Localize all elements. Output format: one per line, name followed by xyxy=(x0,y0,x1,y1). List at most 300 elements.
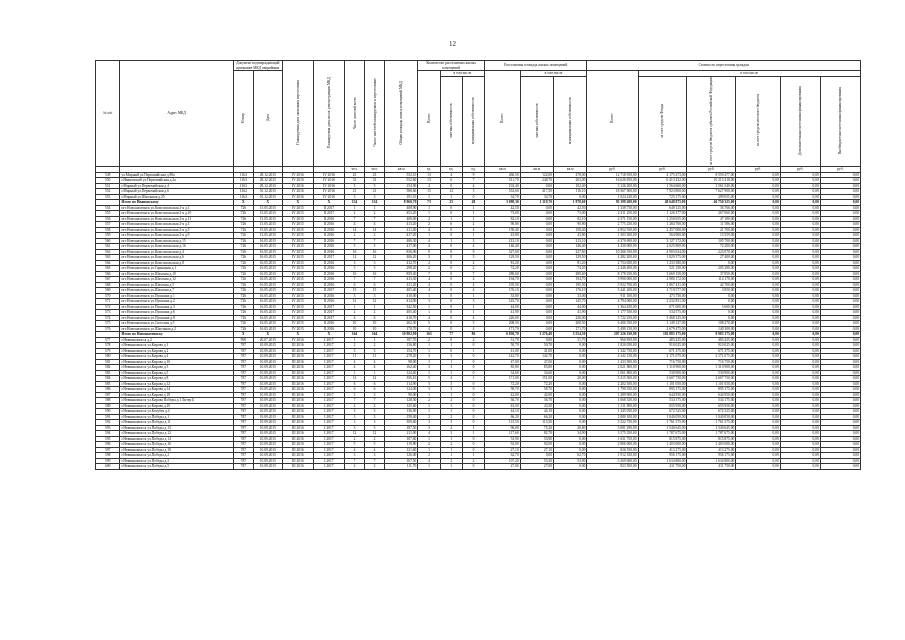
cell-r: 12 xyxy=(345,255,365,261)
cell-tot: 327,60 xyxy=(485,249,521,255)
cell-e1: 0,00 xyxy=(780,321,820,327)
header-cost-total: Всего: xyxy=(587,71,638,167)
cell-addr: пгт.Новошахтинск ул.Пушкина д.3 xyxy=(120,304,233,310)
cell-plan: IV 2015 xyxy=(282,222,313,228)
cell-cnt: 73 xyxy=(418,200,440,206)
cell-cost: 1 364 450,00 xyxy=(587,304,638,310)
cell-r: 2 xyxy=(345,233,365,239)
cell-pa: 1 119,70 xyxy=(520,200,553,206)
cell-dem: IV 2016 xyxy=(313,194,344,200)
cell-area: 121,60 xyxy=(385,447,418,453)
cell-rm: 3 xyxy=(365,260,385,266)
cell-no: 569 xyxy=(96,288,120,294)
cell-m: 0 xyxy=(462,447,484,453)
unit-cell: руб. xyxy=(780,167,820,173)
cell-plan: IV 2015 xyxy=(282,249,313,255)
cell-e2: 0,00 xyxy=(820,453,860,459)
cell-cost: 4 794 000,00 xyxy=(587,299,638,305)
cell-rm: 2 xyxy=(365,211,385,217)
cell-addr: г.Мирный ул.Школьная д.25 xyxy=(120,194,233,200)
cell-cost: 1 912 350,00 xyxy=(587,453,638,459)
cell-dem: I 2017 xyxy=(313,398,344,404)
cell-lb: 0,00 xyxy=(736,326,780,332)
cell-f: 411 750,00 xyxy=(638,464,687,470)
cell-pa: 142,70 xyxy=(520,354,553,360)
cell-r: 15 xyxy=(345,288,365,294)
cell-r: 23 xyxy=(345,172,365,178)
cell-ma: 74,20 xyxy=(554,266,587,272)
cell-tot: 117,60 xyxy=(485,431,521,437)
cell-dem: I 2017 xyxy=(313,354,344,360)
cell-r: 12 xyxy=(345,376,365,382)
cell-area: 405,40 xyxy=(385,310,418,316)
cell-p: 0 xyxy=(440,233,462,239)
cell-date: 10.09.2015 xyxy=(253,343,282,349)
cell-e1: 0,00 xyxy=(780,227,820,233)
cell-date: 10.09.2015 xyxy=(253,359,282,365)
cell-e2: 0,00 xyxy=(820,365,860,371)
cell-e2: 0,00 xyxy=(820,425,860,431)
cell-rm: 23 xyxy=(365,172,385,178)
cell-plan: IV 2015 xyxy=(282,227,313,233)
cell-e1: 0,00 xyxy=(780,436,820,442)
cell-cnt: 3 xyxy=(418,299,440,305)
cell-dem: X xyxy=(313,200,344,206)
cell-date: 15.05.2015 xyxy=(253,211,282,217)
cell-pa: 34,60 xyxy=(520,370,553,376)
cell-p: 0 xyxy=(440,249,462,255)
cell-rm: 6 xyxy=(365,315,385,321)
cell-rb: 46 750 325,00 xyxy=(687,200,736,206)
cell-area: 136,90 xyxy=(385,409,418,415)
cell-rm: 6 xyxy=(365,282,385,288)
cell-e2: 0,00 xyxy=(820,260,860,266)
header-area-incl: в том числе xyxy=(520,71,587,77)
cell-num: 726 xyxy=(233,277,253,283)
cell-plan: III 2016 xyxy=(282,343,313,349)
cell-p: 3 xyxy=(440,420,462,426)
cell-r: 3 xyxy=(345,266,365,272)
cell-lb: 0,00 xyxy=(736,337,780,343)
cell-m: 2 xyxy=(462,458,484,464)
cell-e1: 0,00 xyxy=(780,398,820,404)
cell-rb: 644 950,00 xyxy=(687,392,736,398)
cell-rb: 910 025,00 xyxy=(687,343,736,349)
cell-plan: III 2016 xyxy=(282,425,313,431)
cell-m: 0 xyxy=(462,343,484,349)
cell-area: 309,60 xyxy=(385,420,418,426)
cell-e1: 0,00 xyxy=(780,414,820,420)
cell-tot: 73,00 xyxy=(485,211,521,217)
cell-lb: 0,00 xyxy=(736,414,780,420)
cell-f: 2 171 075,00 xyxy=(638,354,687,360)
cell-date: 10.09.2015 xyxy=(253,420,282,426)
cell-cost: 8 178 250,00 xyxy=(587,271,638,277)
cell-ma: 73,00 xyxy=(554,211,587,217)
cell-pa: 44,10 xyxy=(520,409,553,415)
cell-cnt: 2 xyxy=(418,216,440,222)
cell-m: 0 xyxy=(462,403,484,409)
cell-lb: 0,00 xyxy=(736,332,780,338)
cell-rm: 3 xyxy=(365,425,385,431)
cell-r: 5 xyxy=(345,442,365,448)
cell-date: X xyxy=(253,200,282,206)
cell-date: 16.05.2015 xyxy=(253,304,282,310)
cell-num: 726 xyxy=(233,315,253,321)
cell-cost: 1 068 350,00 xyxy=(587,398,638,404)
cell-cost: 2 202 100,00 xyxy=(587,381,638,387)
cell-area: 413,30 xyxy=(385,277,418,283)
cell-e2: 0,00 xyxy=(820,249,860,255)
cell-ma: 0,00 xyxy=(554,398,587,404)
cell-e2: 0,00 xyxy=(820,376,860,382)
cell-ma: 0,00 xyxy=(554,403,587,409)
cell-r: 1 xyxy=(345,304,365,310)
cell-dem: I 2017 xyxy=(313,337,344,343)
cell-no: 570 xyxy=(96,293,120,299)
cell-rm: 6 xyxy=(365,381,385,387)
cell-ma: 0,00 xyxy=(554,392,587,398)
cell-lb: 0,00 xyxy=(736,238,780,244)
cell-r: 2 xyxy=(345,310,365,316)
cell-area: 111,70 xyxy=(385,464,418,470)
cell-m: 4 xyxy=(462,288,484,294)
cell-rm: 4 xyxy=(365,447,385,453)
cell-cost: 10 266 350,00 xyxy=(587,249,638,255)
cell-cost: 1 177 550,00 xyxy=(587,310,638,316)
cell-f: 1 761 375,00 xyxy=(638,420,687,426)
cell-pa: 248,70 xyxy=(520,178,553,184)
cell-addr: пгт.Новошахтинск ул.Горняцкая д.1 xyxy=(120,266,233,272)
cell-dem: I 2017 xyxy=(313,381,344,387)
cell-cnt: 1 xyxy=(418,447,440,453)
cell-addr: г.Мирный ул.Первомайская д.4 xyxy=(120,183,233,189)
cell-addr: г.Невинномысск ул.Кирова д.18 xyxy=(120,392,233,398)
cell-rb: 27 400,00 xyxy=(687,255,736,261)
cell-num: 726 xyxy=(233,216,253,222)
cell-num: 787 xyxy=(233,414,253,420)
cell-date: 10.09.2015 xyxy=(253,348,282,354)
cell-f: 815 875,00 xyxy=(638,436,687,442)
cell-r: 2 xyxy=(345,464,365,470)
cell-rm: 2 xyxy=(365,233,385,239)
cell-pa: 0,00 xyxy=(520,222,553,228)
cell-m: 7 xyxy=(462,271,484,277)
cell-addr: пгт.Новошахтинск ул.Пушкина д.1 xyxy=(120,293,233,299)
cell-ma: 263,00 xyxy=(554,178,587,184)
cell-rb: 8 559 477,00 xyxy=(687,172,736,178)
cell-ma: 0,00 xyxy=(554,387,587,393)
cell-rb: 716 750,00 xyxy=(687,359,736,365)
cell-date: 10.09.2015 xyxy=(253,387,282,393)
cell-f: 655 950,00 xyxy=(638,403,687,409)
cell-rm: 7 xyxy=(365,398,385,404)
cell-rm: 7 xyxy=(365,216,385,222)
cell-num: 787 xyxy=(233,453,253,459)
cell-date: 01.12.2015 xyxy=(253,189,282,195)
cell-e2: 0,00 xyxy=(820,315,860,321)
cell-date: 15.05.2015 xyxy=(253,227,282,233)
cell-no: 598 xyxy=(96,453,120,459)
cell-area: 410,70 xyxy=(385,315,418,321)
cell-lb: 0,00 xyxy=(736,299,780,305)
cell-date: X xyxy=(253,332,282,338)
cell-rm: 3 xyxy=(365,293,385,299)
cell-ma: 0,00 xyxy=(554,442,587,448)
cell-area: 413,20 xyxy=(385,222,418,228)
cell-no: 579 xyxy=(96,348,120,354)
cell-pa: 0,00 xyxy=(520,271,553,277)
cell-plan: X xyxy=(282,332,313,338)
cell-lb: 0,00 xyxy=(736,453,780,459)
header-total-area: Общая площадь жилых помещений МКД xyxy=(385,61,418,167)
cell-rb: 7 627 900,00 xyxy=(687,189,736,195)
cell-dem: I 2017 xyxy=(313,458,344,464)
cell-addr: г.Невинномысск ул.Кирова д.14 xyxy=(120,387,233,393)
cell-cnt: 9 xyxy=(418,249,440,255)
cell-pa: 34,70 xyxy=(520,194,553,200)
unit-cell: руб. xyxy=(587,167,638,173)
cell-no: 555 xyxy=(96,211,120,217)
cell-r: 1 xyxy=(345,337,365,343)
cell-rb: 8 983 175,00 xyxy=(687,332,736,338)
cell-e2: 0,00 xyxy=(820,392,860,398)
cell-cnt: 4 xyxy=(418,326,440,332)
cell-cnt: 13 xyxy=(418,172,440,178)
header-fund: за счет средств Фонда xyxy=(638,76,687,167)
cell-p: 25 xyxy=(440,200,462,206)
cell-dem: I 2017 xyxy=(313,453,344,459)
cell-ma: 116,10 xyxy=(554,189,587,195)
cell-cost: 911 100,00 xyxy=(587,293,638,299)
cell-dem: II 2017 xyxy=(313,315,344,321)
cell-f: 1 564 660,00 xyxy=(638,183,687,189)
cell-no: 554 xyxy=(96,205,120,211)
cell-ma: 0,00 xyxy=(554,409,587,415)
cell-rm: 16 xyxy=(365,271,385,277)
cell-area: 128,50 xyxy=(385,398,418,404)
cell-p: 0 xyxy=(440,288,462,294)
cell-plan: III 2016 xyxy=(282,376,313,382)
cell-pa: 75,20 xyxy=(520,425,553,431)
cell-r: 5 xyxy=(345,244,365,250)
cell-r: 4 xyxy=(345,222,365,228)
cell-pa: 0,00 xyxy=(520,227,553,233)
cell-tot: 90,80 xyxy=(485,222,521,228)
cell-ma: 41,90 xyxy=(554,310,587,316)
cell-tot: 43,80 xyxy=(485,233,521,239)
cell-dem: I 2017 xyxy=(313,420,344,426)
cell-cnt: 3 xyxy=(418,425,440,431)
cell-date: 10.09.2015 xyxy=(253,398,282,404)
cell-no: 564 xyxy=(96,260,120,266)
cell-ma: 62,70 xyxy=(554,453,587,459)
cell-area: 552,60 xyxy=(385,178,418,184)
header-budget-region: за счет средств бюджета субъекта Российской Федерации xyxy=(687,76,736,167)
cell-rm: 3 xyxy=(365,420,385,426)
cell-m: 3 xyxy=(462,255,484,261)
cell-num: 726 xyxy=(233,310,253,316)
cell-date: 28.12.2015 xyxy=(253,178,282,184)
cell-dem: I 2017 xyxy=(313,365,344,371)
cell-cnt: 3 xyxy=(418,420,440,426)
cell-addr: г.Невинномысск ул.Победы д.5 xyxy=(120,464,233,470)
cell-e2: 0,00 xyxy=(820,172,860,178)
cell-rm: 3 xyxy=(365,194,385,200)
cell-e2: 0,00 xyxy=(820,266,860,272)
cell-e1: 0,00 xyxy=(780,310,820,316)
cell-no: 550 xyxy=(96,178,120,184)
cell-e1: 0,00 xyxy=(780,464,820,470)
cell-num: 787 xyxy=(233,354,253,360)
cell-ma: 171,70 xyxy=(554,326,587,332)
cell-f: 1 233 380,00 xyxy=(638,260,687,266)
cell-dem: I 2017 xyxy=(313,359,344,365)
cell-r: 5 xyxy=(345,183,365,189)
cell-cost: 6 370 690,00 xyxy=(587,238,638,244)
cell-m: 1 xyxy=(462,205,484,211)
cell-m: 2 xyxy=(462,266,484,272)
cell-f: 1 829 375,00 xyxy=(638,255,687,261)
cell-num: 726 xyxy=(233,299,253,305)
cell-e2: 0,00 xyxy=(820,222,860,228)
cell-lb: 0,00 xyxy=(736,436,780,442)
header-area-private: частная собственность xyxy=(520,76,553,167)
cell-lb: 0,00 xyxy=(736,200,780,206)
cell-p: 0 xyxy=(440,183,462,189)
cell-cnt: 7 xyxy=(418,271,440,277)
cell-f: 2 679 475,00 xyxy=(638,326,687,332)
cell-no: 594 xyxy=(96,431,120,437)
cell-rm: 6 xyxy=(365,387,385,393)
cell-plan: III 2016 xyxy=(282,420,313,426)
cell-num: 787 xyxy=(233,370,253,376)
header-doc-date: Дата xyxy=(253,71,282,167)
cell-tot: 72,20 xyxy=(485,381,521,387)
cell-date: 10.09.2015 xyxy=(253,354,282,360)
cell-f: 1 310 900,00 xyxy=(638,365,687,371)
cell-cnt: 1 xyxy=(418,205,440,211)
header-offbudget-sources: Внебюджетные источники финансирования xyxy=(820,76,860,167)
cell-p: 2 xyxy=(440,414,462,420)
cell-lb: 0,00 xyxy=(736,447,780,453)
cell-m: 4 xyxy=(462,244,484,250)
cell-plan: IV 2015 xyxy=(282,255,313,261)
cell-addr: пгт.Новошахтинск ул.Шахтная д.7 xyxy=(120,288,233,294)
cell-tot: 280,60 xyxy=(485,271,521,277)
cell-addr: г.Невинномысск ул.Кирова д.4 xyxy=(120,354,233,360)
cell-rb: 72 200,00 xyxy=(687,244,736,250)
cell-no: 588 xyxy=(96,398,120,404)
cell-r: 11 xyxy=(345,354,365,360)
cell-cnt: 15 xyxy=(418,189,440,195)
header-premises-area-group: Расселяемая площадь жилых помещений xyxy=(485,61,587,71)
cell-r: 1 xyxy=(345,205,365,211)
cell-area: 114,90 xyxy=(385,381,418,387)
cell-area: 414,90 xyxy=(385,299,418,305)
cell-area: 187,50 xyxy=(385,425,418,431)
cell-m: 0 xyxy=(462,420,484,426)
cell-pa: 47,00 xyxy=(520,359,553,365)
cell-rb: 655 950,00 xyxy=(687,403,736,409)
cell-ma: 176,10 xyxy=(554,288,587,294)
cell-num: 787 xyxy=(233,403,253,409)
cell-e2: 0,00 xyxy=(820,299,860,305)
cell-e1: 0,00 xyxy=(780,420,820,426)
cell-no: 582 xyxy=(96,365,120,371)
cell-e2: 0,00 xyxy=(820,348,860,354)
cell-tot: 107,20 xyxy=(485,458,521,464)
cell-cnt: 5 xyxy=(418,376,440,382)
cell-rm: 10 xyxy=(365,326,385,332)
cell-ma: 327,60 xyxy=(554,249,587,255)
cell-p: 1 xyxy=(440,359,462,365)
cell-cost: 5 990 000,00 xyxy=(587,277,638,283)
cell-cost: 1 631 750,00 xyxy=(587,436,638,442)
cell-dem: II 2016 xyxy=(313,238,344,244)
cell-dem: I 2017 xyxy=(313,425,344,431)
cell-cnt: 5 xyxy=(418,321,440,327)
cell-e1: 0,00 xyxy=(780,354,820,360)
cell-ma: 278,00 xyxy=(554,172,587,178)
cell-plan: IV 2015 xyxy=(282,288,313,294)
cell-e2: 0,00 xyxy=(820,277,860,283)
cell-area: 8 960,70 xyxy=(385,200,418,206)
cell-addr: пгт.Новошахтинск ул.Комсомольская 2-я д.9 xyxy=(120,233,233,239)
cell-rm: 12 xyxy=(365,255,385,261)
cell-m: 0 xyxy=(462,409,484,415)
cell-dem: IV 2016 xyxy=(313,189,344,195)
cell-addr: г.Невинномысск ул.Кирова д.1 xyxy=(120,343,233,349)
cell-r: 31 xyxy=(345,178,365,184)
cell-m: 1 xyxy=(462,293,484,299)
page-number: 12 xyxy=(449,40,456,48)
cell-tot: 41,00 xyxy=(485,348,521,354)
cell-area: 417,20 xyxy=(385,233,418,239)
cell-lb: 0,00 xyxy=(736,178,780,184)
cell-rb: 267 060,00 xyxy=(687,211,736,217)
header-extra-sources: Дополнительные источники финансирования xyxy=(780,76,820,167)
cell-num: 726 xyxy=(233,238,253,244)
unit-cell: руб. xyxy=(687,167,736,173)
cell-plan: X xyxy=(282,200,313,206)
cell-addr: г.Невинномысск ул.Кирова д.2 xyxy=(120,348,233,354)
cell-m: 0 xyxy=(462,442,484,448)
cell-pa: 0,00 xyxy=(520,216,553,222)
cell-date: 10.09.2015 xyxy=(253,381,282,387)
cell-cost: 5 922 700,00 xyxy=(587,282,638,288)
cell-f: 716 750,00 xyxy=(638,359,687,365)
cell-m: 2 xyxy=(462,222,484,228)
cell-plan: III 2016 xyxy=(282,458,313,464)
cell-rb: 411 750,00 xyxy=(687,464,736,470)
cell-cnt: 2 xyxy=(418,453,440,459)
cell-f: 3 468 125,00 xyxy=(638,315,687,321)
cell-m: 0 xyxy=(462,381,484,387)
cell-m: 4 xyxy=(462,326,484,332)
cell-area: 552,10 xyxy=(385,172,418,178)
cell-f: 534 575,00 xyxy=(638,310,687,316)
cell-num: 787 xyxy=(233,447,253,453)
header-address: Адрес МКД xyxy=(120,61,233,167)
cell-e2: 0,00 xyxy=(820,420,860,426)
cell-plan: IV 2015 xyxy=(282,315,313,321)
cell-pa: 0,00 xyxy=(520,238,553,244)
cell-p: 3 xyxy=(440,365,462,371)
cell-pa: 53,90 xyxy=(520,436,553,442)
cell-e2: 0,00 xyxy=(820,216,860,222)
cell-plan: IV 2015 xyxy=(282,205,313,211)
